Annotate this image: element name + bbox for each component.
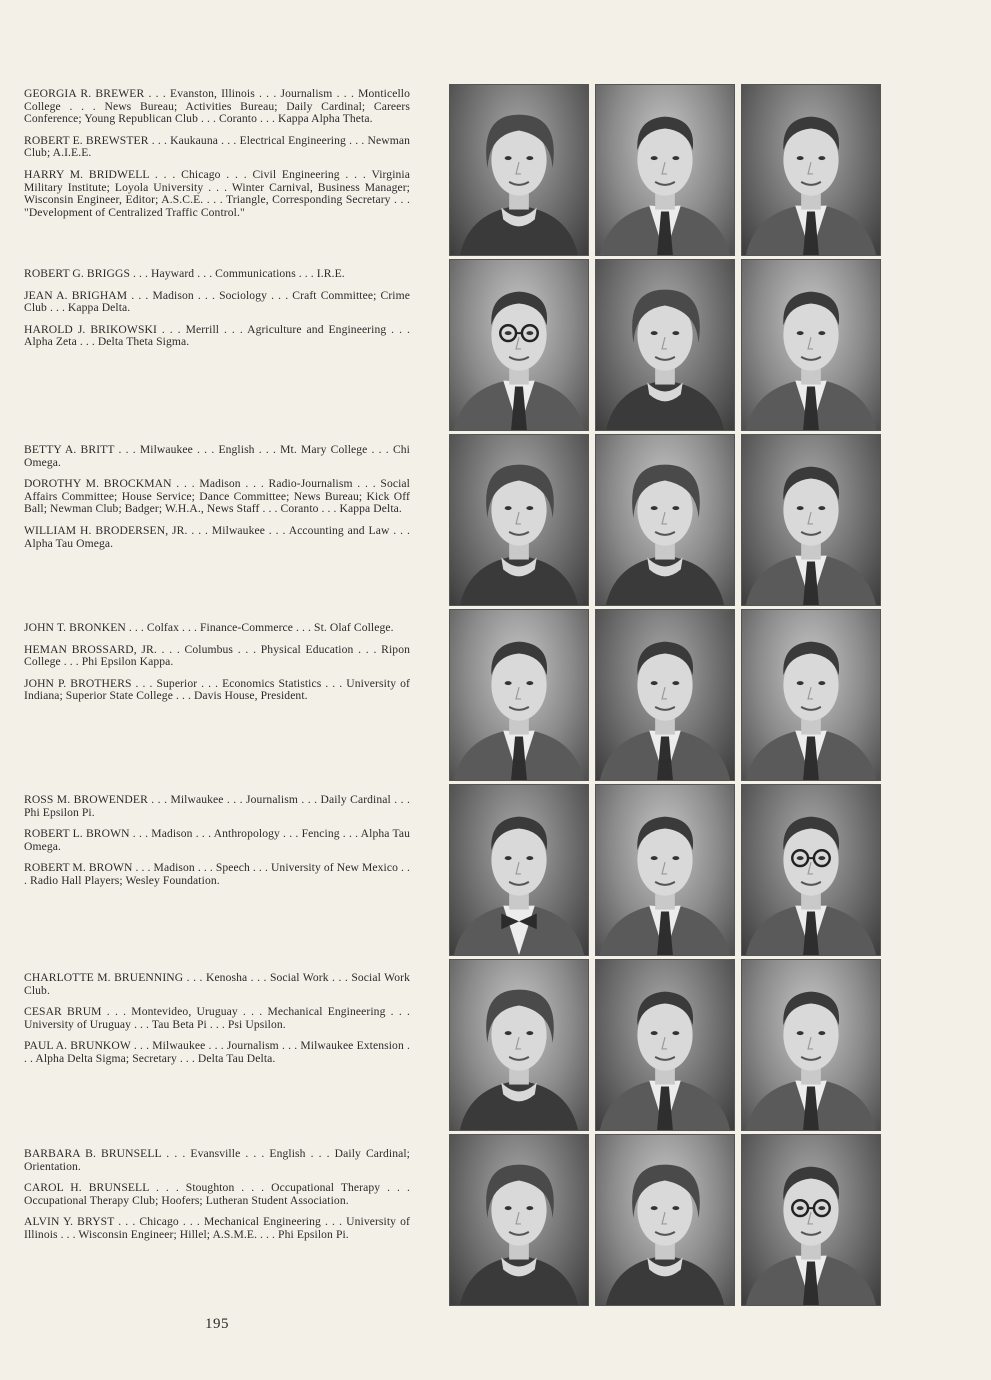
- biography-entry: HAROLD J. BRIKOWSKI . . . Merrill . . . Agriculture and Engineering . . . Alpha Zeta . . . Delta Theta Sigma.: [24, 322, 410, 349]
- biography-entry: GEORGIA R. BREWER . . . Evanston, Illinois . . . Journalism . . . Monticello College . . . News Bureau; Activities Bureau; Daily Cardinal; Careers Conference; Young Republican Club . . . Coranto . . . Kappa Alpha Theta.: [24, 87, 410, 126]
- biography-entry: ROSS M. BROWENDER . . . Milwaukee . . . Journalism . . . Daily Cardinal . . . Phi Epsilon Pi.: [24, 793, 410, 819]
- portrait-photo: [595, 434, 735, 606]
- portrait-photo: [741, 259, 881, 431]
- portrait-photo: [449, 784, 589, 956]
- biography-group-6: [24, 972, 410, 1075]
- portrait-photo: [595, 784, 735, 956]
- portrait-photo: [741, 784, 881, 956]
- biography-entry: BARBARA B. BRUNSELL . . . Evansville . . . English . . . Daily Cardinal; Orientation.: [24, 1147, 410, 1173]
- portrait-photo: [595, 959, 735, 1131]
- biography-group-7: [24, 1148, 410, 1251]
- biography-entry: ROBERT L. BROWN . . . Madison . . . Anthropology . . . Fencing . . . Alpha Tau Omega.: [24, 827, 410, 853]
- biography-entry: BETTY A. BRITT . . . Milwaukee . . . English . . . Mt. Mary College . . . Chi Omega.: [24, 443, 410, 469]
- biography-group-5: [24, 794, 410, 897]
- biography-group-4: [24, 622, 410, 712]
- portrait-photo: [449, 959, 589, 1131]
- portrait-photo: [595, 84, 735, 256]
- biography-group-2: [24, 268, 410, 358]
- biography-entry: JOHN P. BROTHERS . . . Superior . . . Economics Statistics . . . University of Indiana; Superior State College . . . Davis House, President.: [24, 676, 410, 703]
- biography-entry: ROBERT M. BROWN . . . Madison . . . Speech . . . University of New Mexico . . . Radio Hall Players; Wesley Foundation.: [24, 861, 410, 887]
- portrait-photo: [595, 1134, 735, 1306]
- biography-entry: WILLIAM H. BRODERSEN, JR. . . . Milwaukee . . . Accounting and Law . . . Alpha Tau Omega.: [24, 523, 410, 550]
- biography-entry: HARRY M. BRIDWELL . . . Chicago . . . Civil Engineering . . . Virginia Military Institute; Loyola University . . . Winter Carnival, Business Manager; Wisconsin Engineer, Editor; A.S.C.E. . . . Triangle, Corresponding Secretary . . . "Development of Centralized Traffic Control.": [24, 167, 410, 219]
- portrait-photo: [449, 434, 589, 606]
- biography-group-3: [24, 444, 410, 559]
- biography-entry: PAUL A. BRUNKOW . . . Milwaukee . . . Journalism . . . Milwaukee Extension . . . Alpha Delta Sigma; Secretary . . . Delta Tau Delta.: [24, 1039, 410, 1065]
- biography-entry: CESAR BRUM . . . Montevideo, Uruguay . . . Mechanical Engineering . . . University of Uruguay . . . Tau Beta Pi . . . Psi Upsilon.: [24, 1005, 410, 1031]
- portrait-photo: [595, 259, 735, 431]
- biography-entry: CAROL H. BRUNSELL . . . Stoughton . . . Occupational Therapy . . . Occupational Therapy Club; Hoofers; Lutheran Student Association.: [24, 1181, 410, 1207]
- page-number: 195: [205, 1316, 229, 1332]
- biography-entry: ALVIN Y. BRYST . . . Chicago . . . Mechanical Engineering . . . University of Illinois . . . Wisconsin Engineer; Hillel; A.S.M.E. . . . Phi Epsilon Pi.: [24, 1215, 410, 1241]
- portrait-photo: [449, 1134, 589, 1306]
- biography-entry: ROBERT G. BRIGGS . . . Hayward . . . Communications . . . I.R.E.: [24, 267, 345, 280]
- biography-entry: HEMAN BROSSARD, JR. . . . Columbus . . . Physical Education . . . Ripon College . . . Phi Epsilon Kappa.: [24, 642, 410, 669]
- portrait-grid: [449, 84, 881, 1310]
- portrait-photo: [449, 609, 589, 781]
- biography-group-1: [24, 88, 410, 228]
- portrait-photo: [741, 434, 881, 606]
- portrait-photo: [741, 959, 881, 1131]
- portrait-photo: [741, 84, 881, 256]
- portrait-photo: [741, 609, 881, 781]
- biography-entry: DOROTHY M. BROCKMAN . . . Madison . . . Radio-Journalism . . . Social Affairs Committee; House Service; Dance Committee; News Bureau; Kick Off Ball; Newman Club; Badger; W.H.A., News Staff . . . Coranto . . . Kappa Delta.: [24, 477, 410, 516]
- portrait-photo: [741, 1134, 881, 1306]
- portrait-photo: [449, 84, 589, 256]
- portrait-photo: [595, 609, 735, 781]
- biography-entry: JOHN T. BRONKEN . . . Colfax . . . Finance-Commerce . . . St. Olaf College.: [24, 621, 394, 634]
- biography-entry: CHARLOTTE M. BRUENNING . . . Kenosha . . . Social Work . . . Social Work Club.: [24, 971, 410, 997]
- biography-entry: JEAN A. BRIGHAM . . . Madison . . . Sociology . . . Craft Committee; Crime Club . . . Kappa Delta.: [24, 288, 410, 315]
- portrait-photo: [449, 259, 589, 431]
- biography-entry: ROBERT E. BREWSTER . . . Kaukauna . . . Electrical Engineering . . . Newman Club; A.I.E.E.: [24, 133, 410, 160]
